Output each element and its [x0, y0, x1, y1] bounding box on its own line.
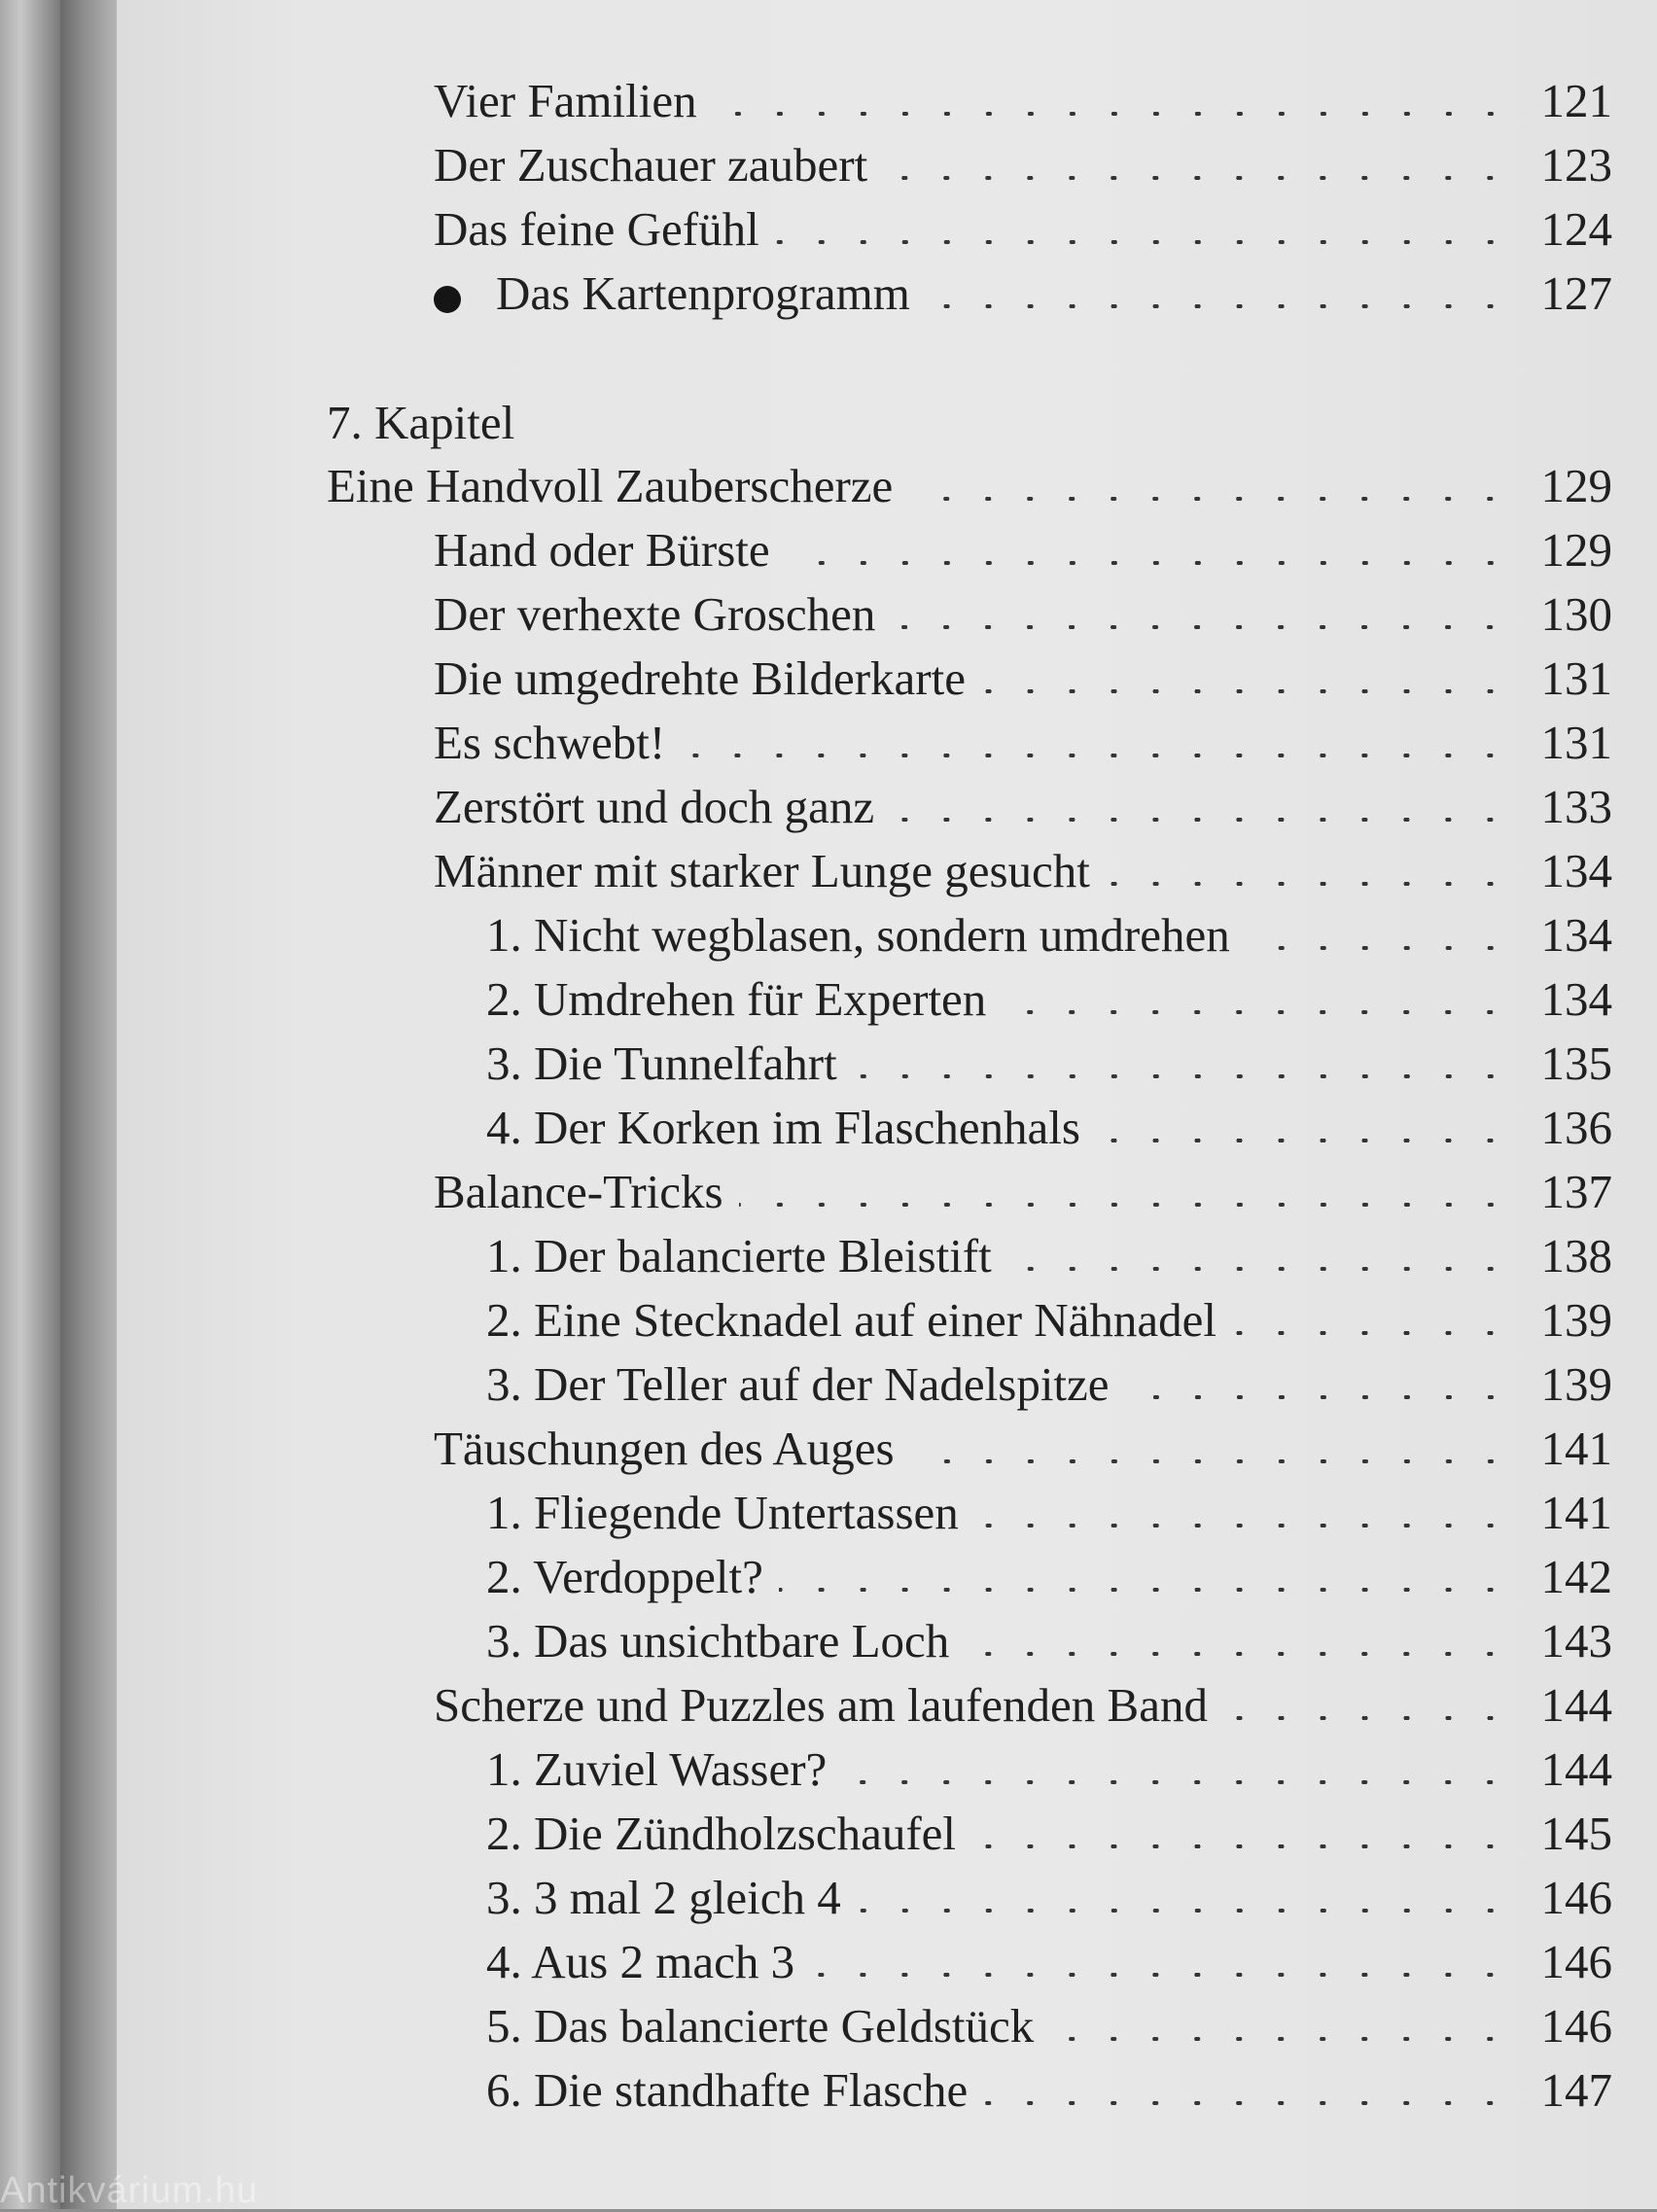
dot-leader: [908, 497, 1511, 501]
toc-entry-title: 3. Das unsichtbare Loch: [486, 1614, 950, 1668]
dot-leader: [779, 1588, 1511, 1592]
toc-entry: [434, 1161, 1612, 1223]
toc-entry-title: Der verhexte Groschen: [434, 587, 876, 641]
toc-page-number: 139: [1540, 1357, 1612, 1411]
dot-leader: [1007, 1267, 1511, 1271]
toc-entry-title: 1. Nicht wegblasen, sondern umdrehen: [486, 908, 1230, 962]
toc-entry-title: 6. Die standhafte Flasche: [486, 2063, 969, 2117]
toc-entry-title: Täuschungen des Auges: [434, 1422, 895, 1475]
dot-leader: [1002, 1010, 1511, 1014]
toc-entry: [434, 1674, 1612, 1737]
bullet-icon: [434, 286, 461, 313]
dot-leader: [775, 240, 1511, 244]
chapter-label: 7. Kapitel: [327, 396, 515, 449]
dot-leader: [981, 689, 1511, 693]
toc-entry: [486, 1033, 1612, 1095]
toc-page-number: 145: [1540, 1807, 1612, 1860]
toc-page-number: 134: [1540, 908, 1612, 962]
toc-entry: [486, 968, 1612, 1031]
toc-page-number: 134: [1540, 844, 1612, 897]
toc-entry: [486, 1546, 1612, 1608]
toc-entry: [486, 1931, 1612, 1993]
toc-entry-title: 2. Die Zündholzschaufel: [486, 1807, 957, 1860]
toc-entry: [486, 1867, 1612, 1929]
toc-entry: [486, 1289, 1612, 1352]
toc-entry: [434, 70, 1612, 132]
toc-entry: [486, 2059, 1612, 2122]
dot-leader: [1223, 1716, 1511, 1720]
toc-page-number: 142: [1540, 1550, 1612, 1603]
toc-entry-title: 2. Eine Stecknadel auf einer Nähnadel: [486, 1293, 1217, 1347]
toc-entry-title: 1. Fliegende Untertassen: [486, 1486, 959, 1539]
toc-page-number: 146: [1540, 1999, 1612, 2053]
toc-entry-title: Die umgedrehte Bilderkarte: [434, 651, 966, 705]
toc-entry: [486, 1353, 1612, 1416]
toc-page-number: 146: [1540, 1935, 1612, 1988]
toc-page-number: 143: [1540, 1614, 1612, 1668]
toc-entry-title: 1. Der balancierte Bleistift: [486, 1229, 992, 1282]
dot-leader: [883, 176, 1511, 180]
dot-leader: [1246, 946, 1511, 950]
toc-entry-title: 2. Verdoppelt?: [486, 1550, 763, 1603]
toc-page-number: 134: [1540, 972, 1612, 1026]
toc-page-number: 144: [1540, 1742, 1612, 1796]
toc-entry: [434, 519, 1612, 581]
toc-entry: [486, 904, 1612, 966]
toc-entry-title: Der Zuschauer zaubert: [434, 138, 868, 192]
toc-entry: [434, 840, 1612, 902]
toc-page-number: 141: [1540, 1422, 1612, 1475]
toc-entry-title: Männer mit starker Lunge gesucht: [434, 844, 1090, 897]
toc-entry: [486, 1610, 1612, 1672]
toc-entry: [434, 583, 1612, 646]
toc-page-number: 135: [1540, 1036, 1612, 1090]
dot-leader: [786, 561, 1511, 565]
toc-page-number: 136: [1540, 1101, 1612, 1154]
dot-leader: [739, 1203, 1511, 1207]
watermark-text: Antikvárium.hu: [0, 2170, 259, 2211]
toc-entry: [434, 198, 1612, 261]
toc-entry: [486, 1482, 1612, 1544]
toc-entry-title: Eine Handvoll Zauberscherze: [327, 459, 894, 512]
toc-page-number: 146: [1540, 1871, 1612, 1924]
toc-page-number: 144: [1540, 1678, 1612, 1732]
toc-entry-title: 4. Der Korken im Flaschenhals: [486, 1101, 1080, 1154]
toc-entry-title: 3. Die Tunnelfahrt: [486, 1036, 837, 1090]
toc-entry: [486, 1225, 1612, 1287]
toc-page-number: 139: [1540, 1293, 1612, 1347]
toc-page-number: 141: [1540, 1486, 1612, 1539]
dot-leader: [713, 112, 1511, 116]
toc-entry-title: Zerstört und doch ganz: [434, 780, 875, 833]
dot-leader: [1232, 1331, 1511, 1335]
dot-leader: [965, 1652, 1511, 1656]
toc-entry-title: Balance-Tricks: [434, 1165, 723, 1218]
toc-page-number: 127: [1540, 266, 1612, 320]
toc-page-number: 123: [1540, 138, 1612, 192]
toc-page-number: 147: [1540, 2063, 1612, 2117]
toc-entry: [486, 1995, 1612, 2057]
toc-page-number: 121: [1540, 74, 1612, 127]
toc-entry: [486, 1803, 1612, 1865]
toc-page-number: 130: [1540, 587, 1612, 641]
dot-leader: [1125, 1395, 1511, 1399]
toc-entry: [486, 1097, 1612, 1159]
toc-entry-title: 2. Umdrehen für Experten: [486, 972, 987, 1026]
dot-leader: [810, 1973, 1511, 1977]
dot-leader: [1096, 1139, 1511, 1142]
toc-entry: [434, 1418, 1612, 1480]
toc-entry-title: 5. Das balancierte Geldstück: [486, 1999, 1035, 2053]
dot-leader: [926, 304, 1511, 308]
toc-entry: [434, 776, 1612, 838]
toc-entry: [434, 134, 1612, 196]
dot-leader: [974, 1524, 1511, 1527]
toc-page-number: 138: [1540, 1229, 1612, 1282]
dot-leader: [857, 1909, 1511, 1913]
toc-page-number: 129: [1540, 523, 1612, 577]
toc-entry-title: Scherze und Puzzles am laufenden Band: [434, 1678, 1208, 1732]
toc-entry-title: 1. Zuviel Wasser?: [486, 1742, 828, 1796]
dot-leader: [910, 1459, 1511, 1463]
dot-leader: [853, 1074, 1511, 1078]
dot-leader: [891, 625, 1511, 629]
dot-leader: [681, 754, 1511, 757]
dot-leader: [983, 2101, 1511, 2105]
toc-entry-title: Das Kartenprogramm: [496, 266, 910, 320]
toc-entry-title: 3. 3 mal 2 gleich 4: [486, 1871, 841, 1924]
toc-entry: [434, 712, 1612, 774]
toc-entry-title: Es schwebt!: [434, 716, 666, 769]
toc-entry-title: Das feine Gefühl: [434, 202, 759, 256]
toc-page-number: 124: [1540, 202, 1612, 256]
toc-page-number: 137: [1540, 1165, 1612, 1218]
toc-entry: [434, 648, 1612, 710]
toc-entry: [327, 455, 1612, 517]
toc-entry-title: Hand oder Bürste: [434, 523, 770, 577]
toc-entry: [486, 1738, 1612, 1801]
toc-entry-title: 3. Der Teller auf der Nadelspitze: [486, 1357, 1110, 1411]
toc-entry-title: 4. Aus 2 mach 3: [486, 1935, 795, 1988]
dot-leader: [1049, 2037, 1511, 2041]
toc-page-number: 129: [1540, 459, 1612, 512]
toc-page-number: 131: [1540, 716, 1612, 769]
dot-leader: [842, 1780, 1511, 1784]
toc-entry-title: Vier Familien: [434, 74, 697, 127]
dot-leader: [1106, 882, 1511, 886]
toc-entry: [434, 263, 1612, 325]
toc-page-number: 131: [1540, 651, 1612, 705]
toc-page-number: 133: [1540, 780, 1612, 833]
dot-leader: [971, 1844, 1511, 1848]
dot-leader: [890, 818, 1511, 822]
